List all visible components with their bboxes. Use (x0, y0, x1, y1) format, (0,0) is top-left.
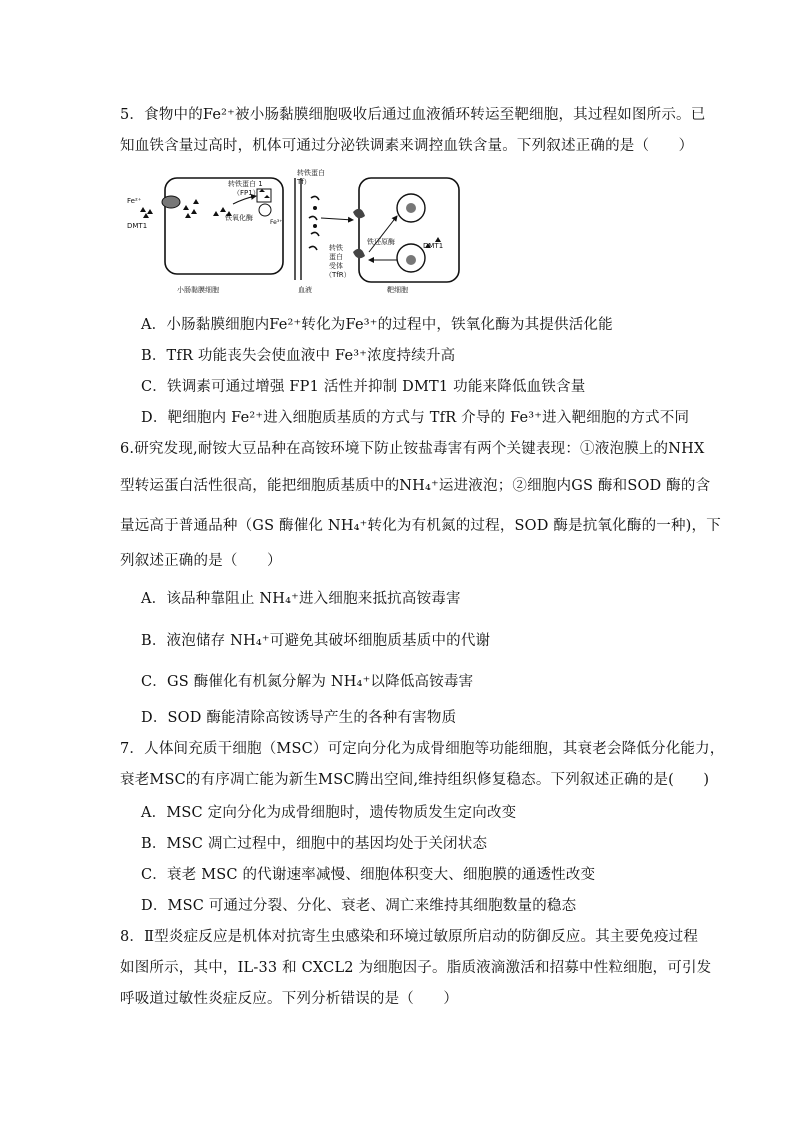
tfr-label-2: 蛋白 (329, 253, 343, 261)
tf-label-1: 转铁蛋白 (297, 169, 325, 177)
q6-option-c: C．GS 酶催化有机氮分解为 NH₄⁺以降低高铵毒害 (141, 674, 474, 690)
q5-option-a: A．小肠黏膜细胞内Fe²⁺转化为Fe³⁺的过程中，铁氧化酶为其提供活化能 (141, 317, 613, 333)
dmt1-left-channel (162, 196, 180, 208)
fp1-label-2: （FP1） (233, 189, 260, 197)
ferrireductase-label: 铁还原酶 (367, 238, 395, 246)
target-cell-label: 靶细胞 (387, 286, 408, 294)
q8-stem-line2: 如图所示，其中，IL-33 和 CXCL2 为细胞因子。脂质液滴激活和招募中性粒细胞，可引发 (120, 960, 712, 976)
q7-option-a: A．MSC 定向分化为成骨细胞时，遗传物质发生定向改变 (141, 805, 517, 821)
fe2-label: Fe²⁺ (127, 197, 142, 205)
q6-stem-line4: 列叙述正确的是（ ） (120, 553, 282, 569)
q8-stem-line1: 8．Ⅱ型炎症反应是机体对抗寄生虫感染和环境过敏原所启动的防御反应。其主要免疫过程 (120, 929, 699, 945)
q6-option-d: D．SOD 酶能清除高铵诱导产生的各种有害物质 (141, 710, 457, 726)
intestinal-cell-label: 小肠黏膜细胞 (177, 286, 219, 294)
q6-stem-line3: 量远高于普通品种（GS 酶催化 NH₄⁺转化为有机氮的过程，SOD 酶是抗氧化酶的一种)，下 (120, 518, 721, 534)
dmt1-right-label: DMT1 (423, 242, 444, 250)
q7-option-d: D．MSC 可通过分裂、分化、衰老、凋亡来维持其细胞数量的稳态 (141, 898, 577, 914)
q7-option-b: B．MSC 凋亡过程中，细胞中的基因均处于关闭状态 (141, 836, 488, 852)
iron-transport-diagram (125, 168, 470, 298)
q8-stem-line3: 呼吸道过敏性炎症反应。下列分析错误的是（ ） (120, 991, 459, 1007)
ferroxidase-label: 铁氧化酶 (225, 214, 253, 222)
q5-option-c: C．铁调素可通过增强 FP1 活性并抑制 DMT1 功能来降低血铁含量 (141, 379, 586, 395)
q7-option-c: C．衰老 MSC 的代谢速率减慢、细胞体积变大、细胞膜的通透性改变 (141, 867, 596, 883)
tfr-label-3: 受体 (329, 262, 343, 270)
ferroxidase-shape (259, 204, 271, 216)
q7-stem-line1: 7．人体间充质干细胞（MSC）可定向分化为成骨细胞等功能细胞，其衰老会降低分化能力， (120, 741, 725, 757)
q5-option-b: B．TfR 功能丧失会使血液中 Fe³⁺浓度持续升高 (141, 348, 456, 364)
q6-stem-line2: 型转运蛋白活性很高，能把细胞质基质中的NH₄⁺运进液泡；②细胞内GS 酶和SOD 酶的含 (120, 478, 711, 494)
tfr-label-1: 转铁 (329, 244, 343, 252)
q6-stem-line1: 6.研究发现,耐铵大豆品种在高铵环境下防止铵盐毒害有两个关键表现：①液泡膜上的NHX (120, 441, 705, 457)
q6-option-a: A．该品种靠阻止 NH₄⁺进入细胞来抵抗高铵毒害 (141, 591, 461, 607)
fe3-label: Fe³⁺ (270, 219, 283, 226)
tfr-label-4: （TfR） (325, 271, 351, 279)
q5-option-d: D．靶细胞内 Fe²⁺进入细胞质基质的方式与 TfR 介导的 Fe³⁺进入靶细胞的方式不同 (141, 410, 690, 426)
q5-stem-line2: 知血铁含量过高时，机体可通过分泌铁调素来调控血铁含量。下列叙述正确的是（ ） (120, 138, 694, 154)
fp1-label-1: 转铁蛋白 1 (228, 180, 263, 188)
blood-label: 血液 (298, 286, 312, 294)
q6-option-b: B．液泡储存 NH₄⁺可避免其破坏细胞质基质中的代谢 (141, 633, 491, 649)
intestinal-cell-outline (165, 178, 283, 274)
tf-label-2: Tf） (297, 178, 311, 186)
q5-stem-line1: 5．食物中的Fe²⁺被小肠黏膜细胞吸收后通过血液循环转运至靶细胞，其过程如图所示。已 (120, 107, 706, 123)
q7-stem-line2: 衰老MSC的有序凋亡能为新生MSC腾出空间,维持组织修复稳态。下列叙述正确的是( ) (120, 772, 710, 788)
dmt1-left-label: DMT1 (127, 222, 148, 230)
